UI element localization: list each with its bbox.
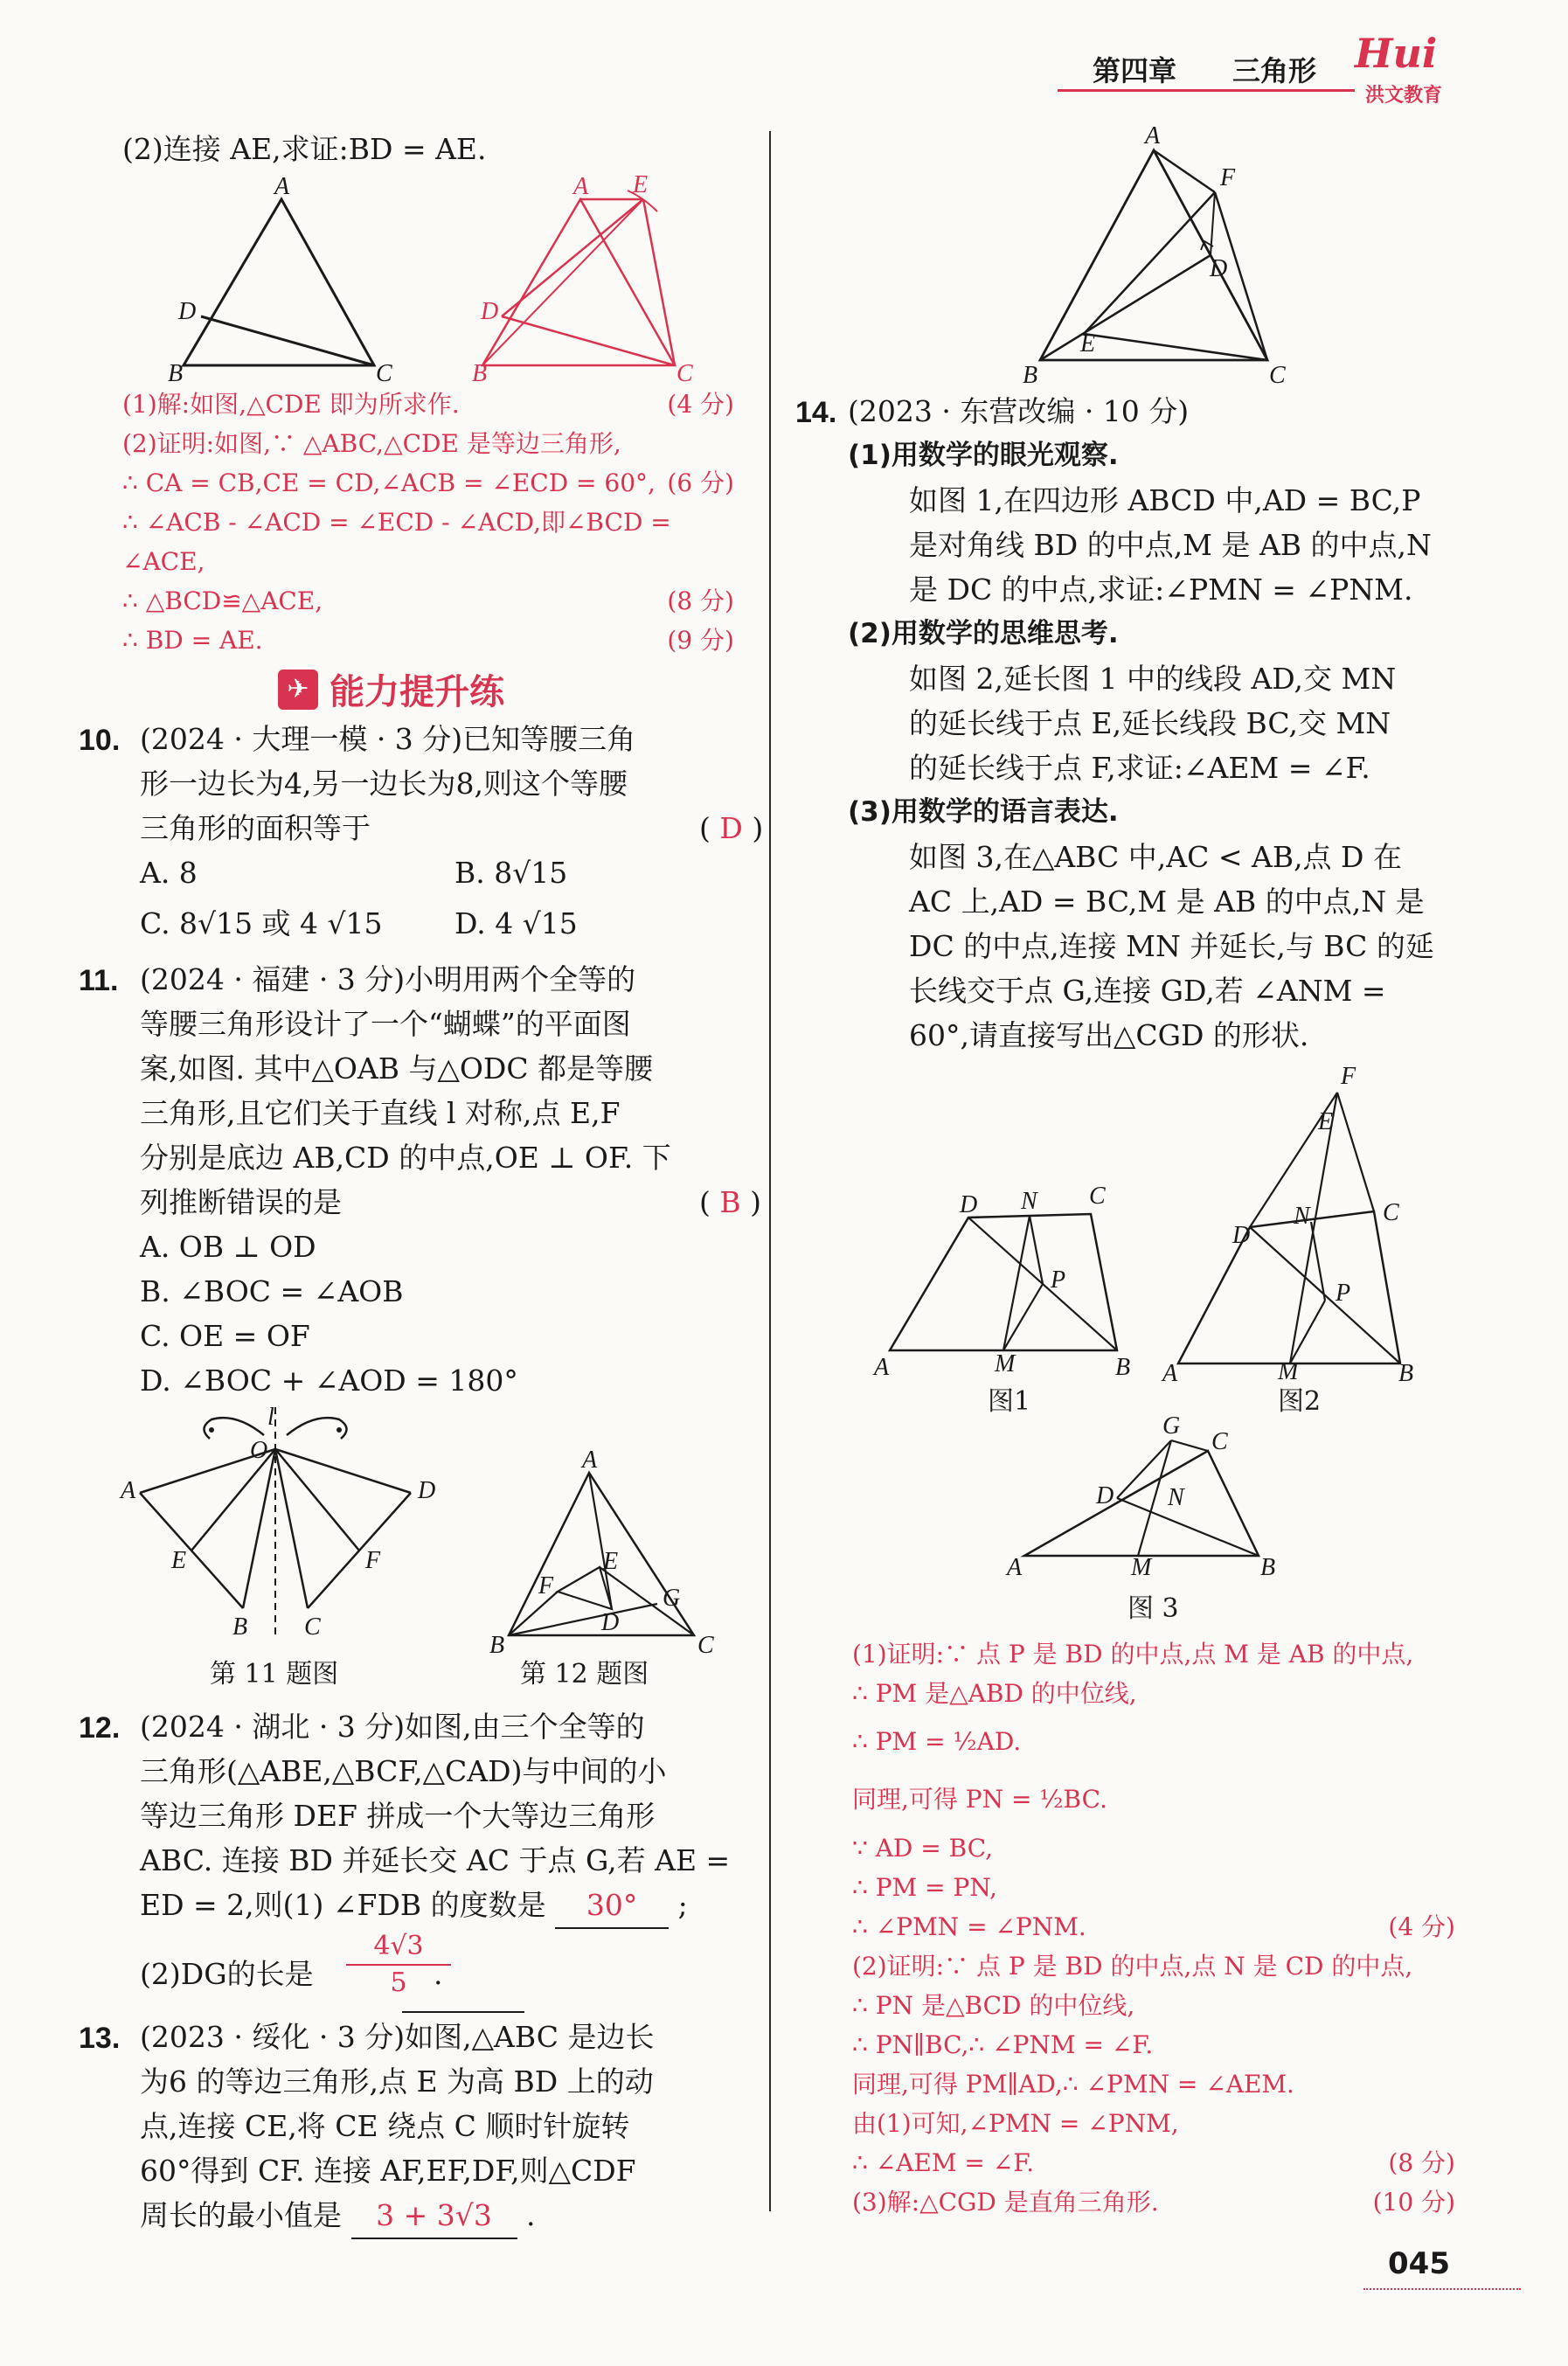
svg-text:D: D xyxy=(1096,1482,1114,1509)
section-title: ✈ 能力提升练 xyxy=(278,664,504,713)
brand-name: 洪文教育 xyxy=(1365,85,1443,107)
answer-line: (1)解:如图,△CDE 即为所求作. (4 分) xyxy=(122,390,734,419)
svg-text:M: M xyxy=(1278,1358,1299,1385)
chapter-label: 第四章 xyxy=(1093,54,1177,87)
svg-text:N: N xyxy=(1294,1203,1310,1230)
page-number: 045 xyxy=(1388,2246,1450,2281)
svg-text:A: A xyxy=(582,1447,598,1474)
svg-text:B: B xyxy=(168,360,184,387)
fig1-caption: 图1 xyxy=(988,1386,1031,1417)
svg-text:E: E xyxy=(603,1548,619,1575)
question-13: 13. (2023 · 绥化 · 3 分)如图,△ABC 是边长 为6 的等边三角形,点 E 为高 BD 上的动 点,连接 CE,将 CE 绕点 C 顺时针旋转 60°得到 CF. 连接 AF,EF,DF,则△CDF 周长的最小值是 3 + 3√3 . xyxy=(79,2015,743,2239)
q11-caption: 第 11 题图 xyxy=(210,1659,339,1690)
svg-text:A: A xyxy=(274,173,290,200)
fig3-caption: 图 3 xyxy=(1127,1593,1179,1624)
answer-line: ∴ PM = PN, xyxy=(852,1873,997,1902)
q9-figure-construction xyxy=(472,171,717,387)
fig2-caption: 图2 xyxy=(1278,1386,1322,1417)
answer-line: ∴ BD = AE. (9 分) xyxy=(122,626,734,655)
q13-answer: 3 + 3√3 xyxy=(351,2193,517,2239)
svg-text:M: M xyxy=(995,1350,1016,1377)
svg-text:N: N xyxy=(1168,1484,1184,1511)
svg-text:C: C xyxy=(1211,1428,1228,1455)
svg-text:B: B xyxy=(1398,1360,1414,1387)
svg-text:D: D xyxy=(601,1609,620,1636)
svg-text:G: G xyxy=(663,1585,681,1612)
answer-line: ∠ACE, xyxy=(122,547,205,576)
svg-text:C: C xyxy=(697,1632,714,1659)
svg-text:A: A xyxy=(121,1477,136,1504)
svg-text:P: P xyxy=(1051,1266,1066,1294)
answer-line: 由(1)可知,∠PMN = ∠PNM, xyxy=(852,2109,1179,2138)
q13-figure xyxy=(1023,122,1302,389)
paper-plane-icon: ✈ xyxy=(278,670,318,710)
answer-line: (3)解:△CGD 是直角三角形. (10 分) xyxy=(852,2188,1455,2217)
svg-text:C: C xyxy=(376,360,392,387)
q9-part2: (2)连接 AE,求证:BD = AE. xyxy=(122,132,487,166)
q9-figure-original xyxy=(166,175,393,385)
svg-text:C: C xyxy=(1269,362,1286,389)
svg-text:F: F xyxy=(1341,1063,1356,1090)
q11-answer: B xyxy=(719,1185,741,1219)
svg-text:D: D xyxy=(960,1191,978,1218)
svg-text:B: B xyxy=(472,360,488,387)
svg-text:A: A xyxy=(1007,1554,1023,1581)
answer-line: ∴ CA = CB,CE = CD,∠ACB = ∠ECD = 60°, (6 分) xyxy=(122,468,734,497)
header-rule xyxy=(1058,89,1355,92)
answer-line: ∴ PM = ½AD. xyxy=(852,1727,1022,1756)
q11-butterfly-figure xyxy=(114,1404,463,1641)
page-header xyxy=(1058,30,1460,107)
answer-line: ∴ ∠PMN = ∠PNM. (4 分) xyxy=(852,1912,1455,1941)
svg-text:C: C xyxy=(676,360,693,387)
q10-answer: D xyxy=(719,811,743,845)
q14-figure-2 xyxy=(1162,1063,1414,1387)
svg-text:E: E xyxy=(633,171,649,198)
answer-line: ∴ PN 是△BCD 的中位线, xyxy=(852,1991,1135,2020)
svg-text:B: B xyxy=(1023,362,1038,389)
svg-text:D: D xyxy=(418,1477,436,1504)
answer-line: (2)证明:∵ 点 P 是 BD 的中点,点 N 是 CD 的中点, xyxy=(852,1952,1413,1981)
answer-line: 同理,可得 PM∥AD,∴ ∠PMN = ∠AEM. xyxy=(852,2070,1294,2099)
answer-line: 同理,可得 PN = ½BC. xyxy=(852,1785,1107,1814)
question-10: 10. (2024 · 大理一模 · 3 分)已知等腰三角 形一边长为4,另一边长为8,则这个等腰 三角形的面积等于 ( D ) A. 8 B. 8√15 C. 8√15 或 4 √15 D. 4 √15 xyxy=(79,722,764,940)
svg-text:D: D xyxy=(1232,1222,1251,1249)
q14-figure-1 xyxy=(874,1183,1131,1381)
q9-answers xyxy=(122,385,734,660)
svg-text:B: B xyxy=(1260,1554,1276,1581)
svg-text:A: A xyxy=(874,1354,890,1381)
svg-text:E: E xyxy=(1318,1108,1334,1135)
answer-line: ∵ AD = BC, xyxy=(852,1834,994,1863)
q12-answer1: 30° xyxy=(555,1883,669,1929)
svg-text:N: N xyxy=(1021,1188,1037,1215)
svg-text:B: B xyxy=(489,1632,505,1659)
svg-text:C: C xyxy=(1089,1183,1106,1210)
svg-text:D: D xyxy=(1210,255,1228,282)
answer-line: (2)证明:如图,∵ △ABC,△CDE 是等边三角形, xyxy=(122,429,621,458)
question-14: 14. (2023 · 东营改编 · 10 分) (1)用数学的眼光观察. 如图 1,在四边形 ABCD 中,AD = BC,P 是对角线 BD 的中点,M 是 AB 的中点,N 是 DC 的中点,求证:∠PMN = ∠PNM. (2)用数学的思维思考. 如图 2,延长图 1 中的线段 AD,交 MN 的延长线于点 E,延长线段 BC,交 MN 的延长线于点 F,求证:∠AEM = ∠F. (3)用数学的语言表达. 如图 3,在△ABC 中,AC < AB,点 D 在 AC 上,AD = BC,M 是 AB 的中点,N 是 DC 的中点,连接 MN 并延长,与 BC 的延 长线交于点 G,连接 GD,若 ∠ANM = 60°,请直接写出△CGD 的形状. xyxy=(795,394,1434,1052)
svg-text:F: F xyxy=(1220,164,1236,191)
answer-line: ∴ PN∥BC,∴ ∠PNM = ∠F. xyxy=(852,2030,1154,2059)
topic-label: 三角形 xyxy=(1232,54,1317,87)
svg-text:D: D xyxy=(178,298,197,325)
column-divider xyxy=(769,131,771,2211)
svg-text:M: M xyxy=(1131,1554,1152,1581)
q14-answers xyxy=(852,1634,1455,2222)
svg-text:B: B xyxy=(1115,1354,1131,1381)
svg-text:A: A xyxy=(1145,122,1161,149)
svg-text:C: C xyxy=(304,1613,321,1641)
svg-text:O: O xyxy=(250,1437,268,1464)
svg-text:G: G xyxy=(1162,1412,1181,1440)
svg-text:B: B xyxy=(232,1613,248,1641)
svg-text:D: D xyxy=(481,298,499,325)
answer-line: (1)证明:∵ 点 P 是 BD 的中点,点 M 是 AB 的中点, xyxy=(852,1640,1414,1669)
answer-line: ∴ ∠AEM = ∠F. (8 分) xyxy=(852,2148,1455,2177)
brand-logo: Hui xyxy=(1355,30,1438,77)
svg-text:E: E xyxy=(1080,330,1096,357)
svg-text:C: C xyxy=(1383,1199,1399,1226)
svg-text:l: l xyxy=(267,1404,274,1431)
footer-rule xyxy=(1363,2288,1521,2290)
svg-text:A: A xyxy=(1162,1360,1178,1387)
question-12: 12. (2024 · 湖北 · 3 分)如图,由三个全等的 三角形(△ABE,△BCF,△CAD)与中间的小 等边三角形 DEF 拼成一个大等边三角形 ABC. 连接 BD 并延长交 AC 于点 G,若 AE = ED = 2,则(1) ∠FDB 的度数是 30° ; (2)DG的长是 4√3 5 . xyxy=(79,1704,743,2016)
question-11: 11. (2024 · 福建 · 3 分)小明用两个全等的 等腰三角形设计了一个“蝴蝶”的平面图 案,如图. 其中△OAB 与△ODC 都是等腰 三角形,且它们关于直线 l 对称,点 E,F 分别是底边 AB,CD 的中点,OE ⊥ OF. 下 列推断错误的是 ( B ) A. OB ⊥ OD B. ∠BOC = ∠AOB C. OE = OF D. ∠BOC + ∠AOD = 180° xyxy=(79,962,762,1398)
answer-line: ∴ PM 是△ABD 的中位线, xyxy=(852,1679,1137,1708)
svg-text:A: A xyxy=(573,173,589,200)
answer-line: ∴ ∠ACB - ∠ACD = ∠ECD - ∠ACD,即∠BCD = xyxy=(122,508,671,537)
q14-figure-3 xyxy=(1005,1412,1285,1582)
q12-answer2: 4√3 5 xyxy=(346,1929,451,2001)
q12-caption: 第 12 题图 xyxy=(520,1659,649,1690)
q12-figure xyxy=(489,1447,734,1665)
svg-text:F: F xyxy=(365,1547,381,1574)
answer-line: ∴ △BCD≌△ACE, (8 分) xyxy=(122,586,734,615)
svg-text:E: E xyxy=(171,1547,187,1574)
svg-text:P: P xyxy=(1336,1280,1351,1307)
svg-text:F: F xyxy=(538,1572,554,1599)
